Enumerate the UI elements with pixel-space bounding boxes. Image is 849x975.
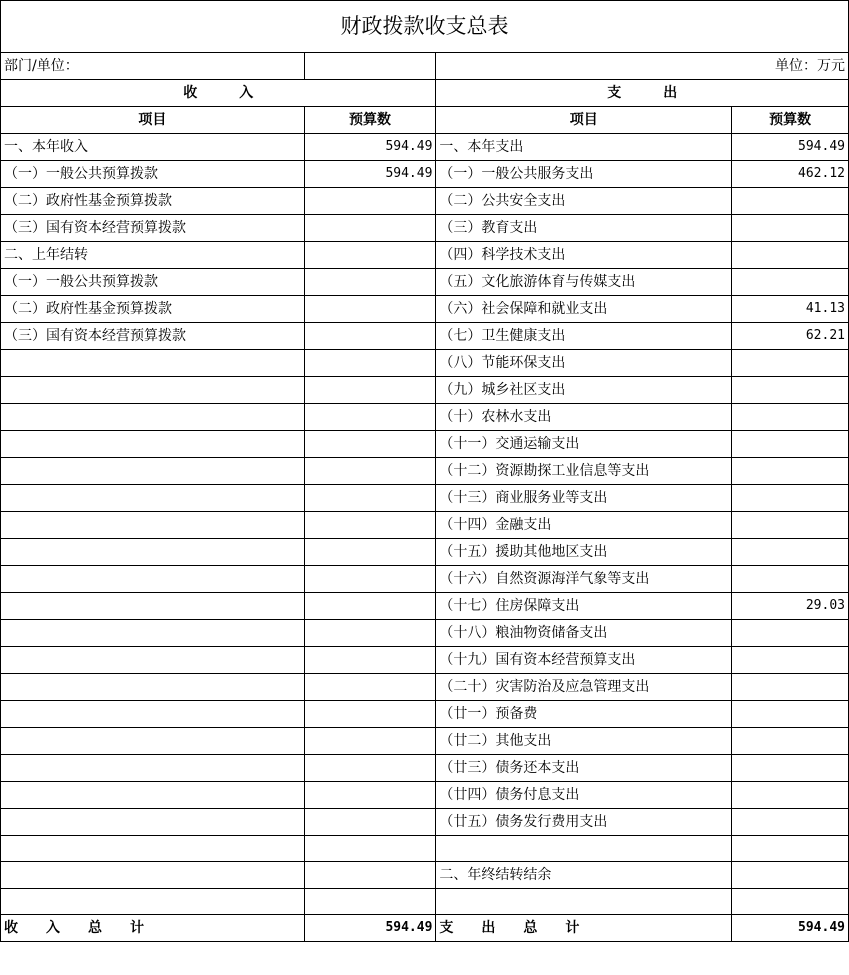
expense-item-cell[interactable]: （五）文化旅游体育与传媒支出 xyxy=(436,269,732,296)
expense-item-cell[interactable]: （廿一）预备费 xyxy=(436,701,732,728)
income-budget-cell[interactable]: 594.49 xyxy=(304,161,436,188)
expense-item-cell[interactable]: （十）农林水支出 xyxy=(436,404,732,431)
table-row xyxy=(1,512,849,539)
income-item-cell[interactable] xyxy=(1,889,305,915)
table-row xyxy=(1,755,849,782)
expense-item-cell[interactable]: （十四）金融支出 xyxy=(436,512,732,539)
income-budget-cell[interactable] xyxy=(304,350,436,377)
income-budget-cell[interactable] xyxy=(304,377,436,404)
income-budget-cell[interactable] xyxy=(304,566,436,593)
expense-budget-header: 预算数 xyxy=(732,107,849,134)
income-section-header: 收 入 xyxy=(1,80,436,107)
income-item-cell[interactable]: （一）一般公共预算拨款 xyxy=(1,269,305,296)
income-item-cell[interactable] xyxy=(1,404,305,431)
income-item-cell[interactable] xyxy=(1,862,305,889)
income-budget-cell[interactable] xyxy=(304,512,436,539)
expense-budget-cell[interactable] xyxy=(732,836,849,862)
table-row xyxy=(1,593,849,620)
income-budget-cell[interactable] xyxy=(304,593,436,620)
income-budget-header: 预算数 xyxy=(304,107,436,134)
expense-budget-cell[interactable] xyxy=(732,377,849,404)
table-row xyxy=(1,566,849,593)
expense-budget-cell[interactable] xyxy=(732,620,849,647)
totals-row xyxy=(1,915,849,942)
table-row xyxy=(1,728,849,755)
expense-item-cell[interactable]: （十九）国有资本经营预算支出 xyxy=(436,647,732,674)
table-row xyxy=(1,431,849,458)
expense-item-cell[interactable]: （廿二）其他支出 xyxy=(436,728,732,755)
expense-budget-cell[interactable] xyxy=(732,647,849,674)
table-row xyxy=(1,161,849,188)
expense-budget-cell[interactable]: 29.03 xyxy=(732,593,849,620)
expense-item-cell[interactable]: （十一）交通运输支出 xyxy=(436,431,732,458)
table-row xyxy=(1,404,849,431)
expense-budget-cell[interactable]: 462.12 xyxy=(732,161,849,188)
department-value[interactable] xyxy=(304,53,436,80)
income-budget-cell[interactable] xyxy=(304,485,436,512)
expense-total-value: 594.49 xyxy=(732,915,849,942)
table-row xyxy=(1,674,849,701)
expense-item-cell[interactable]: 二、年终结转结余 xyxy=(436,862,732,889)
table-row xyxy=(1,350,849,377)
expense-budget-cell[interactable] xyxy=(732,485,849,512)
income-budget-cell[interactable] xyxy=(304,728,436,755)
income-item-cell[interactable] xyxy=(1,539,305,566)
income-budget-cell[interactable] xyxy=(304,242,436,269)
income-budget-cell[interactable] xyxy=(304,431,436,458)
income-item-cell[interactable] xyxy=(1,431,305,458)
income-item-cell[interactable] xyxy=(1,566,305,593)
income-budget-cell[interactable] xyxy=(304,188,436,215)
expense-item-cell[interactable]: （七）卫生健康支出 xyxy=(436,323,732,350)
expense-budget-cell[interactable] xyxy=(732,674,849,701)
income-item-cell[interactable] xyxy=(1,593,305,620)
expense-budget-cell[interactable]: 41.13 xyxy=(732,296,849,323)
expense-total-label: 支 出 总 计 xyxy=(436,915,732,942)
table-row xyxy=(1,701,849,728)
table-row xyxy=(1,215,849,242)
income-budget-cell[interactable] xyxy=(304,539,436,566)
income-item-cell[interactable] xyxy=(1,458,305,485)
expense-item-header: 项目 xyxy=(436,107,732,134)
income-item-cell[interactable] xyxy=(1,512,305,539)
table-row xyxy=(1,242,849,269)
income-total-label: 收 入 总 计 xyxy=(1,915,305,942)
income-item-cell[interactable] xyxy=(1,782,305,809)
expense-budget-cell[interactable] xyxy=(732,458,849,485)
expense-budget-cell[interactable] xyxy=(732,728,849,755)
income-item-cell[interactable] xyxy=(1,674,305,701)
table-row xyxy=(1,458,849,485)
income-item-cell[interactable]: （三）国有资本经营预算拨款 xyxy=(1,215,305,242)
income-budget-cell[interactable] xyxy=(304,809,436,836)
department-label: 部门/单位： xyxy=(1,53,305,80)
expense-budget-cell[interactable] xyxy=(732,782,849,809)
expense-item-cell[interactable]: （二十）灾害防治及应急管理支出 xyxy=(436,674,732,701)
table-row xyxy=(1,620,849,647)
income-item-cell[interactable] xyxy=(1,350,305,377)
table-row xyxy=(1,323,849,350)
expense-item-cell[interactable]: （十六）自然资源海洋气象等支出 xyxy=(436,566,732,593)
expense-budget-cell[interactable] xyxy=(732,862,849,889)
expense-budget-cell[interactable] xyxy=(732,215,849,242)
table-row xyxy=(1,782,849,809)
expense-item-cell[interactable]: （六）社会保障和就业支出 xyxy=(436,296,732,323)
table-row xyxy=(1,836,849,862)
income-budget-cell[interactable] xyxy=(304,674,436,701)
expense-budget-cell[interactable] xyxy=(732,889,849,915)
expense-budget-cell[interactable]: 594.49 xyxy=(732,134,849,161)
expense-item-cell[interactable]: （十三）商业服务业等支出 xyxy=(436,485,732,512)
income-item-cell[interactable] xyxy=(1,755,305,782)
table-row xyxy=(1,809,849,836)
income-item-cell[interactable] xyxy=(1,647,305,674)
income-budget-cell[interactable] xyxy=(304,269,436,296)
income-budget-cell[interactable] xyxy=(304,755,436,782)
income-budget-cell[interactable] xyxy=(304,620,436,647)
income-budget-cell[interactable] xyxy=(304,458,436,485)
income-item-cell[interactable] xyxy=(1,377,305,404)
expense-budget-cell[interactable] xyxy=(732,809,849,836)
expense-budget-cell[interactable] xyxy=(732,188,849,215)
expense-budget-cell[interactable] xyxy=(732,350,849,377)
income-item-header: 项目 xyxy=(1,107,305,134)
table-row xyxy=(1,269,849,296)
income-item-cell[interactable]: 二、上年结转 xyxy=(1,242,305,269)
income-item-cell[interactable] xyxy=(1,485,305,512)
income-item-cell[interactable]: （二）政府性基金预算拨款 xyxy=(1,188,305,215)
expense-item-cell[interactable] xyxy=(436,836,732,862)
expense-budget-cell[interactable] xyxy=(732,512,849,539)
expense-item-cell[interactable]: （廿四）债务付息支出 xyxy=(436,782,732,809)
income-item-cell[interactable] xyxy=(1,701,305,728)
expense-item-cell[interactable] xyxy=(436,889,732,915)
expense-budget-cell[interactable] xyxy=(732,269,849,296)
income-budget-cell[interactable] xyxy=(304,836,436,862)
expense-budget-cell[interactable] xyxy=(732,539,849,566)
table-row xyxy=(1,188,849,215)
expense-item-cell[interactable]: （十八）粮油物资储备支出 xyxy=(436,620,732,647)
income-item-cell[interactable] xyxy=(1,620,305,647)
income-item-cell[interactable] xyxy=(1,809,305,836)
expense-item-cell[interactable]: （廿三）债务还本支出 xyxy=(436,755,732,782)
expense-item-cell[interactable]: （十七）住房保障支出 xyxy=(436,593,732,620)
expense-item-cell[interactable]: （四）科学技术支出 xyxy=(436,242,732,269)
income-item-cell[interactable] xyxy=(1,728,305,755)
expense-item-cell[interactable]: （一）一般公共服务支出 xyxy=(436,161,732,188)
income-item-cell[interactable]: （一）一般公共预算拨款 xyxy=(1,161,305,188)
expense-item-cell[interactable]: （三）教育支出 xyxy=(436,215,732,242)
expense-item-cell[interactable]: （廿五）债务发行费用支出 xyxy=(436,809,732,836)
expense-budget-cell[interactable]: 62.21 xyxy=(732,323,849,350)
table-row xyxy=(1,377,849,404)
income-budget-cell[interactable] xyxy=(304,404,436,431)
table-row xyxy=(1,862,849,889)
expense-budget-cell[interactable] xyxy=(732,566,849,593)
income-item-cell[interactable]: （二）政府性基金预算拨款 xyxy=(1,296,305,323)
income-budget-cell[interactable]: 594.49 xyxy=(304,134,436,161)
income-budget-cell[interactable] xyxy=(304,647,436,674)
income-budget-cell[interactable] xyxy=(304,862,436,889)
unit-label: 单位：万元 xyxy=(436,53,849,80)
table-row xyxy=(1,485,849,512)
income-budget-cell[interactable] xyxy=(304,323,436,350)
table-row xyxy=(1,889,849,915)
income-item-cell[interactable] xyxy=(1,836,305,862)
income-budget-cell[interactable] xyxy=(304,782,436,809)
expense-item-cell[interactable]: （十二）资源勘探工业信息等支出 xyxy=(436,458,732,485)
table-row xyxy=(1,647,849,674)
expense-item-cell[interactable]: （八）节能环保支出 xyxy=(436,350,732,377)
expense-budget-cell[interactable] xyxy=(732,701,849,728)
expense-item-cell[interactable]: （九）城乡社区支出 xyxy=(436,377,732,404)
table-row xyxy=(1,539,849,566)
income-item-cell[interactable]: 一、本年收入 xyxy=(1,134,305,161)
table-row xyxy=(1,296,849,323)
income-total-value: 594.49 xyxy=(304,915,436,942)
expense-budget-cell[interactable] xyxy=(732,242,849,269)
table-title: 财政拨款收支总表 xyxy=(1,1,849,53)
table-row xyxy=(1,134,849,161)
income-budget-cell[interactable] xyxy=(304,296,436,323)
income-budget-cell[interactable] xyxy=(304,701,436,728)
income-item-cell[interactable]: （三）国有资本经营预算拨款 xyxy=(1,323,305,350)
expense-budget-cell[interactable] xyxy=(732,755,849,782)
income-budget-cell[interactable] xyxy=(304,889,436,915)
expense-item-cell[interactable]: （二）公共安全支出 xyxy=(436,188,732,215)
expense-budget-cell[interactable] xyxy=(732,431,849,458)
income-budget-cell[interactable] xyxy=(304,215,436,242)
expense-item-cell[interactable]: （十五）援助其他地区支出 xyxy=(436,539,732,566)
expense-item-cell[interactable]: 一、本年支出 xyxy=(436,134,732,161)
expense-budget-cell[interactable] xyxy=(732,404,849,431)
expense-section-header: 支 出 xyxy=(436,80,849,107)
